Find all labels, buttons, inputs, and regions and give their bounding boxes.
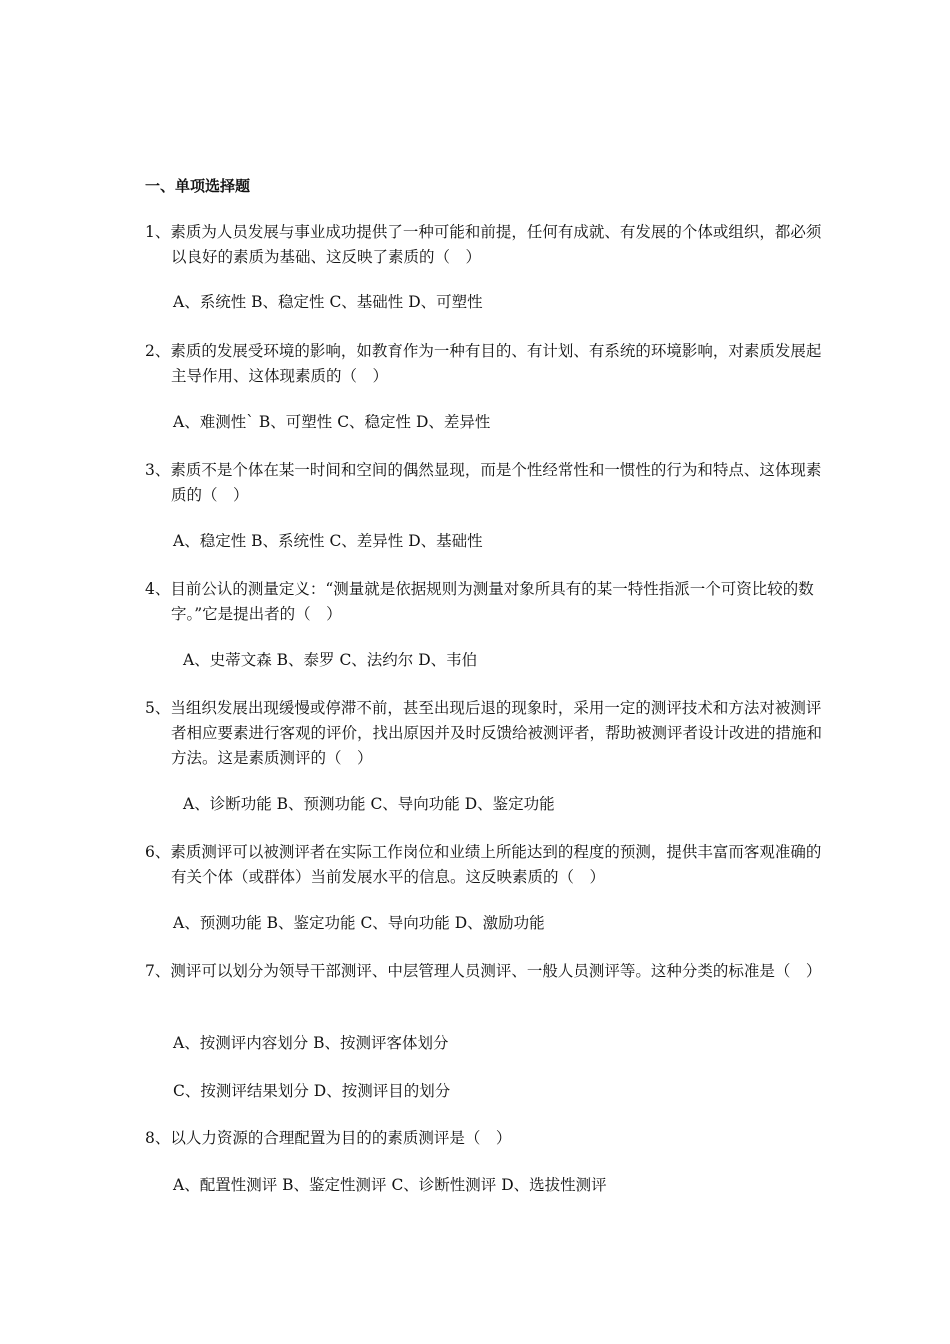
- question-7-stem: 7、测评可以划分为领导干部测评、中层管理人员测评、一般人员测评等。这种分类的标准是（ ）: [145, 962, 822, 980]
- question-4-options: A、史蒂文森 B、泰罗 C、法约尔 D、韦伯: [183, 651, 478, 669]
- question-3-options: A、稳定性 B、系统性 C、差异性 D、基础性: [173, 532, 483, 550]
- question-6-stem: 6、素质测评可以被测评者在实际工作岗位和业绩上所能达到的程度的预测，提供丰富而客观准确的有关个体（或群体）当前发展水平的信息。这反映素质的（ ）: [145, 843, 822, 886]
- question-8-stem: 8、以人力资源的合理配置为目的的素质测评是（ ）: [145, 1129, 512, 1147]
- question-2-options: A、难测性` B、可塑性 C、稳定性 D、差异性: [173, 413, 491, 431]
- question-6-options: A、预测功能 B、鉴定功能 C、导向功能 D、激励功能: [173, 914, 545, 932]
- question-7-options-row-1: A、按测评内容划分 B、按测评客体划分: [173, 1034, 449, 1052]
- question-5-stem: 5、当组织发展出现缓慢或停滞不前，甚至出现后退的现象时，采用一定的测评技术和方法对被测评者相应要素进行客观的评价，找出原因并及时反馈给被测评者，帮助被测评者设计改进的措施和方法。这是素质测评的（ ）: [145, 699, 823, 767]
- question-1-options: A、系统性 B、稳定性 C、基础性 D、可塑性: [173, 293, 483, 311]
- question-5-options: A、诊断功能 B、预测功能 C、导向功能 D、鉴定功能: [183, 795, 555, 813]
- question-8-options: A、配置性测评 B、鉴定性测评 C、诊断性测评 D、选拔性测评: [173, 1176, 607, 1194]
- question-4-stem: 4、目前公认的测量定义：“测量就是依据规则为测量对象所具有的某一特性指派一个可资比较的数字。”它是提出者的（ ）: [145, 580, 814, 623]
- question-2-stem: 2、素质的发展受环境的影响，如教育作为一种有目的、有计划、有系统的环境影响，对素质发展起主导作用、这体现素质的（ ）: [145, 342, 822, 385]
- question-1-stem: 1、素质为人员发展与事业成功提供了一种可能和前提，任何有成就、有发展的个体或组织，都必须以良好的素质为基础、这反映了素质的（ ）: [145, 223, 822, 266]
- question-7-options-row-2: C、按测评结果划分 D、按测评目的划分: [173, 1082, 451, 1100]
- section-title: 一、单项选择题: [145, 177, 251, 195]
- question-3-stem: 3、素质不是个体在某一时间和空间的偶然显现，而是个性经常性和一惯性的行为和特点、这体现素质的（ ）: [145, 461, 822, 504]
